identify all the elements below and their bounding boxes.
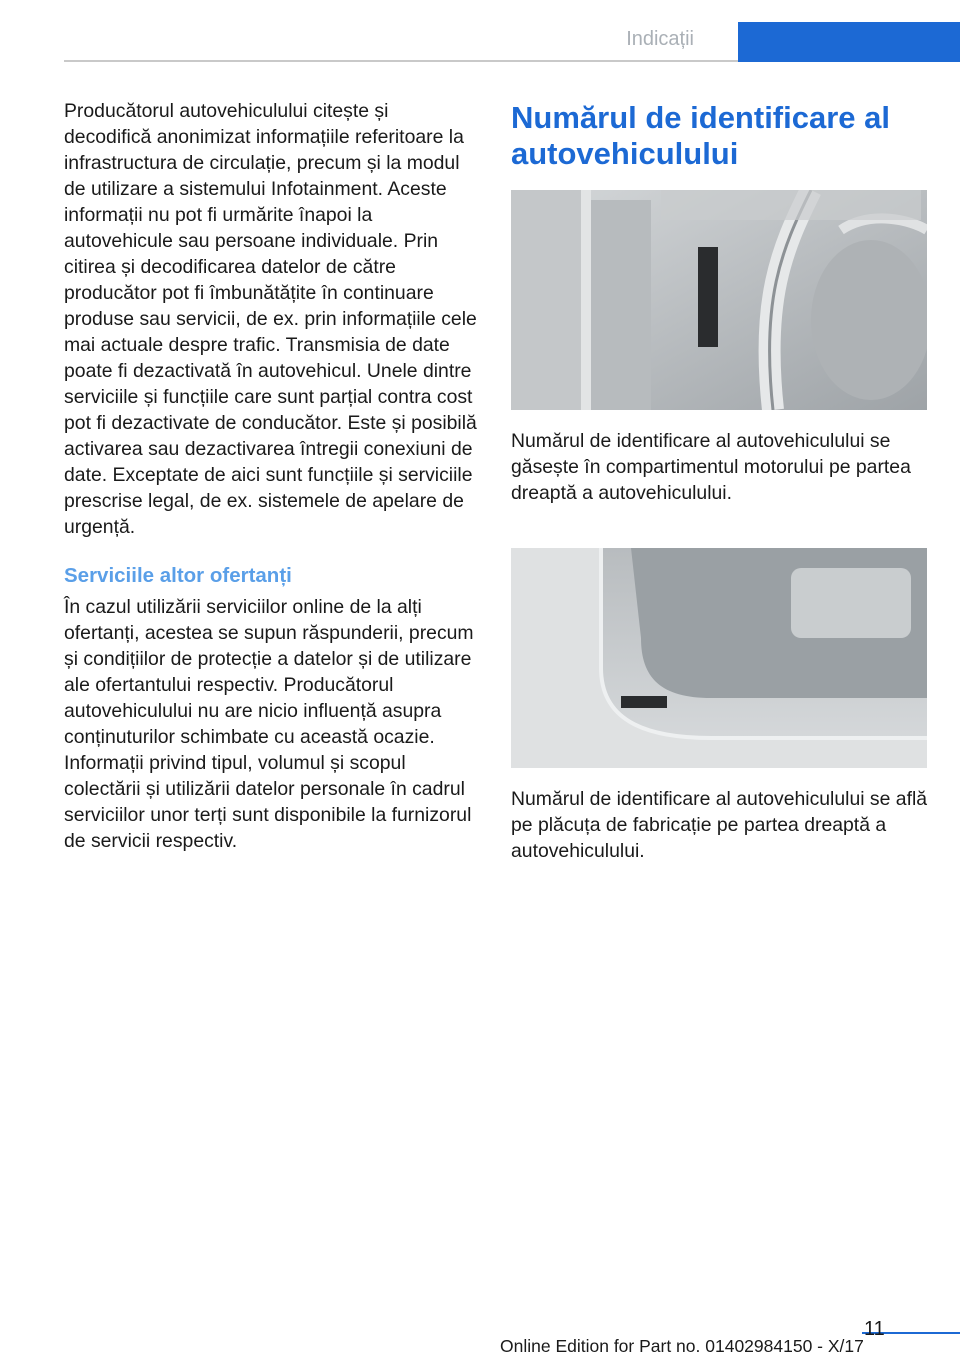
caption-engine-compartment: Numărul de identificare al autovehiculului se găsește în compartimentul motorului pe partea dreaptă a autovehiculului. (511, 430, 911, 504)
left-column (64, 98, 478, 854)
edition-footer: Online Edition for Part no. 01402984150 - X/17 (500, 1336, 864, 1356)
third-party-paragraph: În cazul utilizării serviciilor online de la alți ofertanți, acestea se supun răspunderii, precum și condițiilor de protecție a datelor și de utilizare ale ofertantului respectiv. Producătorul autovehiculului nu are nicio influență asupra conținuturilor schimbate cu această ocazie. Informații privind tipul, volumul și scopul colectării și utilizării datelor personale în cadrul serviciilor unor terți sunt disponibile la furnizorul de servicii respectiv. (64, 596, 474, 852)
header-accent-block (738, 22, 960, 62)
intro-paragraph: Producătorul autovehiculului citește și decodifică anonimizat informațiile referitoare la infrastructura de circulație, precum și la modul de utilizare a sistemului Infotainment. Aceste informații nu pot fi urmărite înapoi la autovehicule sau persoane individuale. Prin citirea și decodificarea datelor de către producător pot fi îmbunătățite în continuare produse sau servicii, de ex. prin informațiile cele mai actuale despre trafic. Transmisia de date poate fi dezactivată în autovehicul. Unele dintre serviciile și funcțiile care sunt parțial contra cost pot fi dezactivate de conducător. Este și posibilă activarea sau dezactivarea întregii conexiuni de date. Exceptate de aici sunt funcțiile și serviciile prescrise legal, de ex. sistemele de apelare de urgență. (64, 100, 477, 538)
door-sill-photo (511, 548, 927, 768)
section-title: Indicații (626, 28, 694, 50)
page-number: 11 (864, 1318, 885, 1340)
subheading-third-party-services: Serviciile altor ofertanți (64, 564, 292, 587)
engine-compartment-photo (511, 190, 927, 410)
right-column (511, 100, 931, 906)
caption-door-sill: Numărul de identificare al autovehiculului se află pe plăcuța de fabricație pe partea dreaptă a autovehiculului. (511, 788, 928, 862)
vin-heading: Numărul de identificare al autovehiculului (511, 100, 890, 171)
